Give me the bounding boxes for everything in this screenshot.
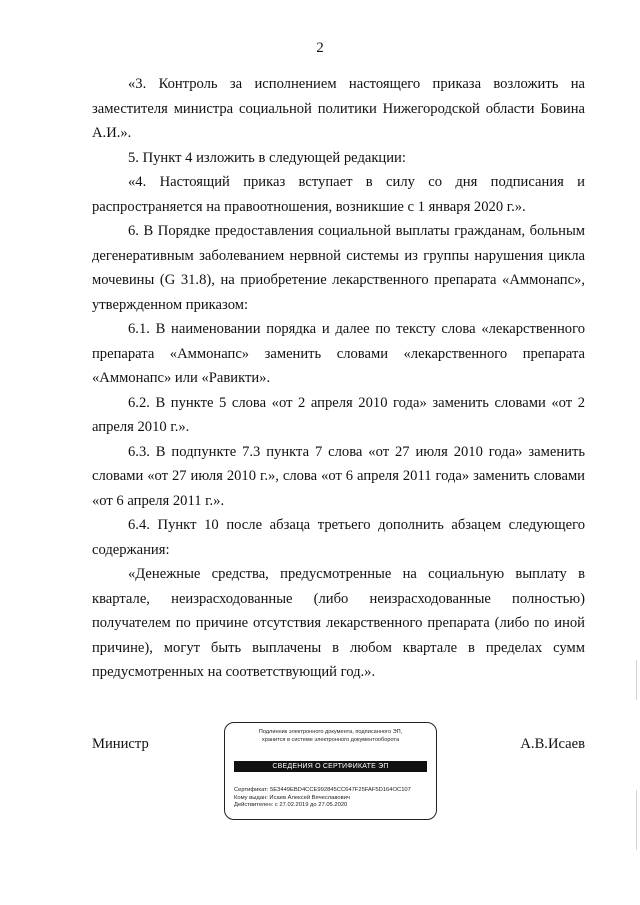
- paragraph-item-6-2: 6.2. В пункте 5 слова «от 2 апреля 2010 года» заменить словами «от 2 апреля 2010 г.».: [92, 394, 585, 435]
- paragraph-item-6-4: 6.4. Пункт 10 после абзаца третьего дополнить абзацем следующего содержания:: [92, 517, 585, 558]
- stamp-issued-to: Кому выдан: Исаев Алексей Вячеславович: [234, 794, 350, 801]
- electronic-signature-stamp: [224, 722, 437, 820]
- stamp-certificate-bar: СВЕДЕНИЯ О СЕРТИФИКАТЕ ЭП: [234, 761, 427, 772]
- stamp-certificate-number: Сертификат: 5E3449EBD4CCE992845CC647F25FAF5D164OC107: [234, 787, 411, 793]
- signatory-title: Министр: [92, 736, 149, 752]
- paragraph-quoted-funds: «Денежные средства, предусмотренные на социальную выплату в квартале, неизрасходованные (либо неизрасходованные полностью) получателем по причине отсутствия лекарственного препарата (либо по иной причине), могут быть выплачены в любом квартале в пределах сумм предусмотренных на соответствующий год.».: [92, 566, 585, 680]
- stamp-details: [234, 787, 430, 810]
- page-number: 2: [316, 40, 324, 56]
- stamp-header-line: Подлинник электронного документа, подписанного ЭП,: [258, 729, 403, 735]
- paragraph-item-6-1: 6.1. В наименовании порядка и далее по тексту слова «лекарственного препарата «Аммонапс» заменить словами «лекарственного препарата «Аммонапс» или «Равикти».: [92, 321, 585, 386]
- scan-edge-mark: [636, 660, 637, 700]
- paragraph-item-4-text: «4. Настоящий приказ вступает в силу со дня подписания и распространяется на правоотношения, возникшие с 1 января 2020 г.».: [92, 174, 585, 215]
- paragraph-item-5: 5. Пункт 4 изложить в следующей редакции:: [128, 149, 406, 166]
- stamp-validity: Действителен: с 27.02.2019 до 27.05.2020: [234, 802, 348, 808]
- stamp-header: [225, 729, 436, 744]
- scan-edge-mark: [636, 790, 637, 850]
- paragraph-item-6-3: 6.3. В подпункте 7.3 пункта 7 слова «от 27 июля 2010 года» заменить словами «от 27 июля 2010 г.», слова «от 6 апреля 2011 года» заменить словами «от 6 апреля 2011 г.».: [92, 443, 585, 509]
- paragraph-control: «3. Контроль за исполнением настоящего приказа возложить на заместителя министра социальной политики Нижегородской области Бовина А.И.».: [92, 76, 585, 141]
- stamp-header-line: хранится в системе электронного документооборота: [261, 736, 400, 743]
- document-body: [92, 72, 585, 685]
- signatory-name: А.В.Исаев: [520, 736, 585, 752]
- paragraph-item-6: 6. В Порядке предоставления социальной выплаты гражданам, больным дегенеративным заболеванием нервной системы из группы нарушения цикла мочевины (G 31.8), на приобретение лекарственного препарата «Аммонапс», утвержденном приказом:: [92, 223, 585, 313]
